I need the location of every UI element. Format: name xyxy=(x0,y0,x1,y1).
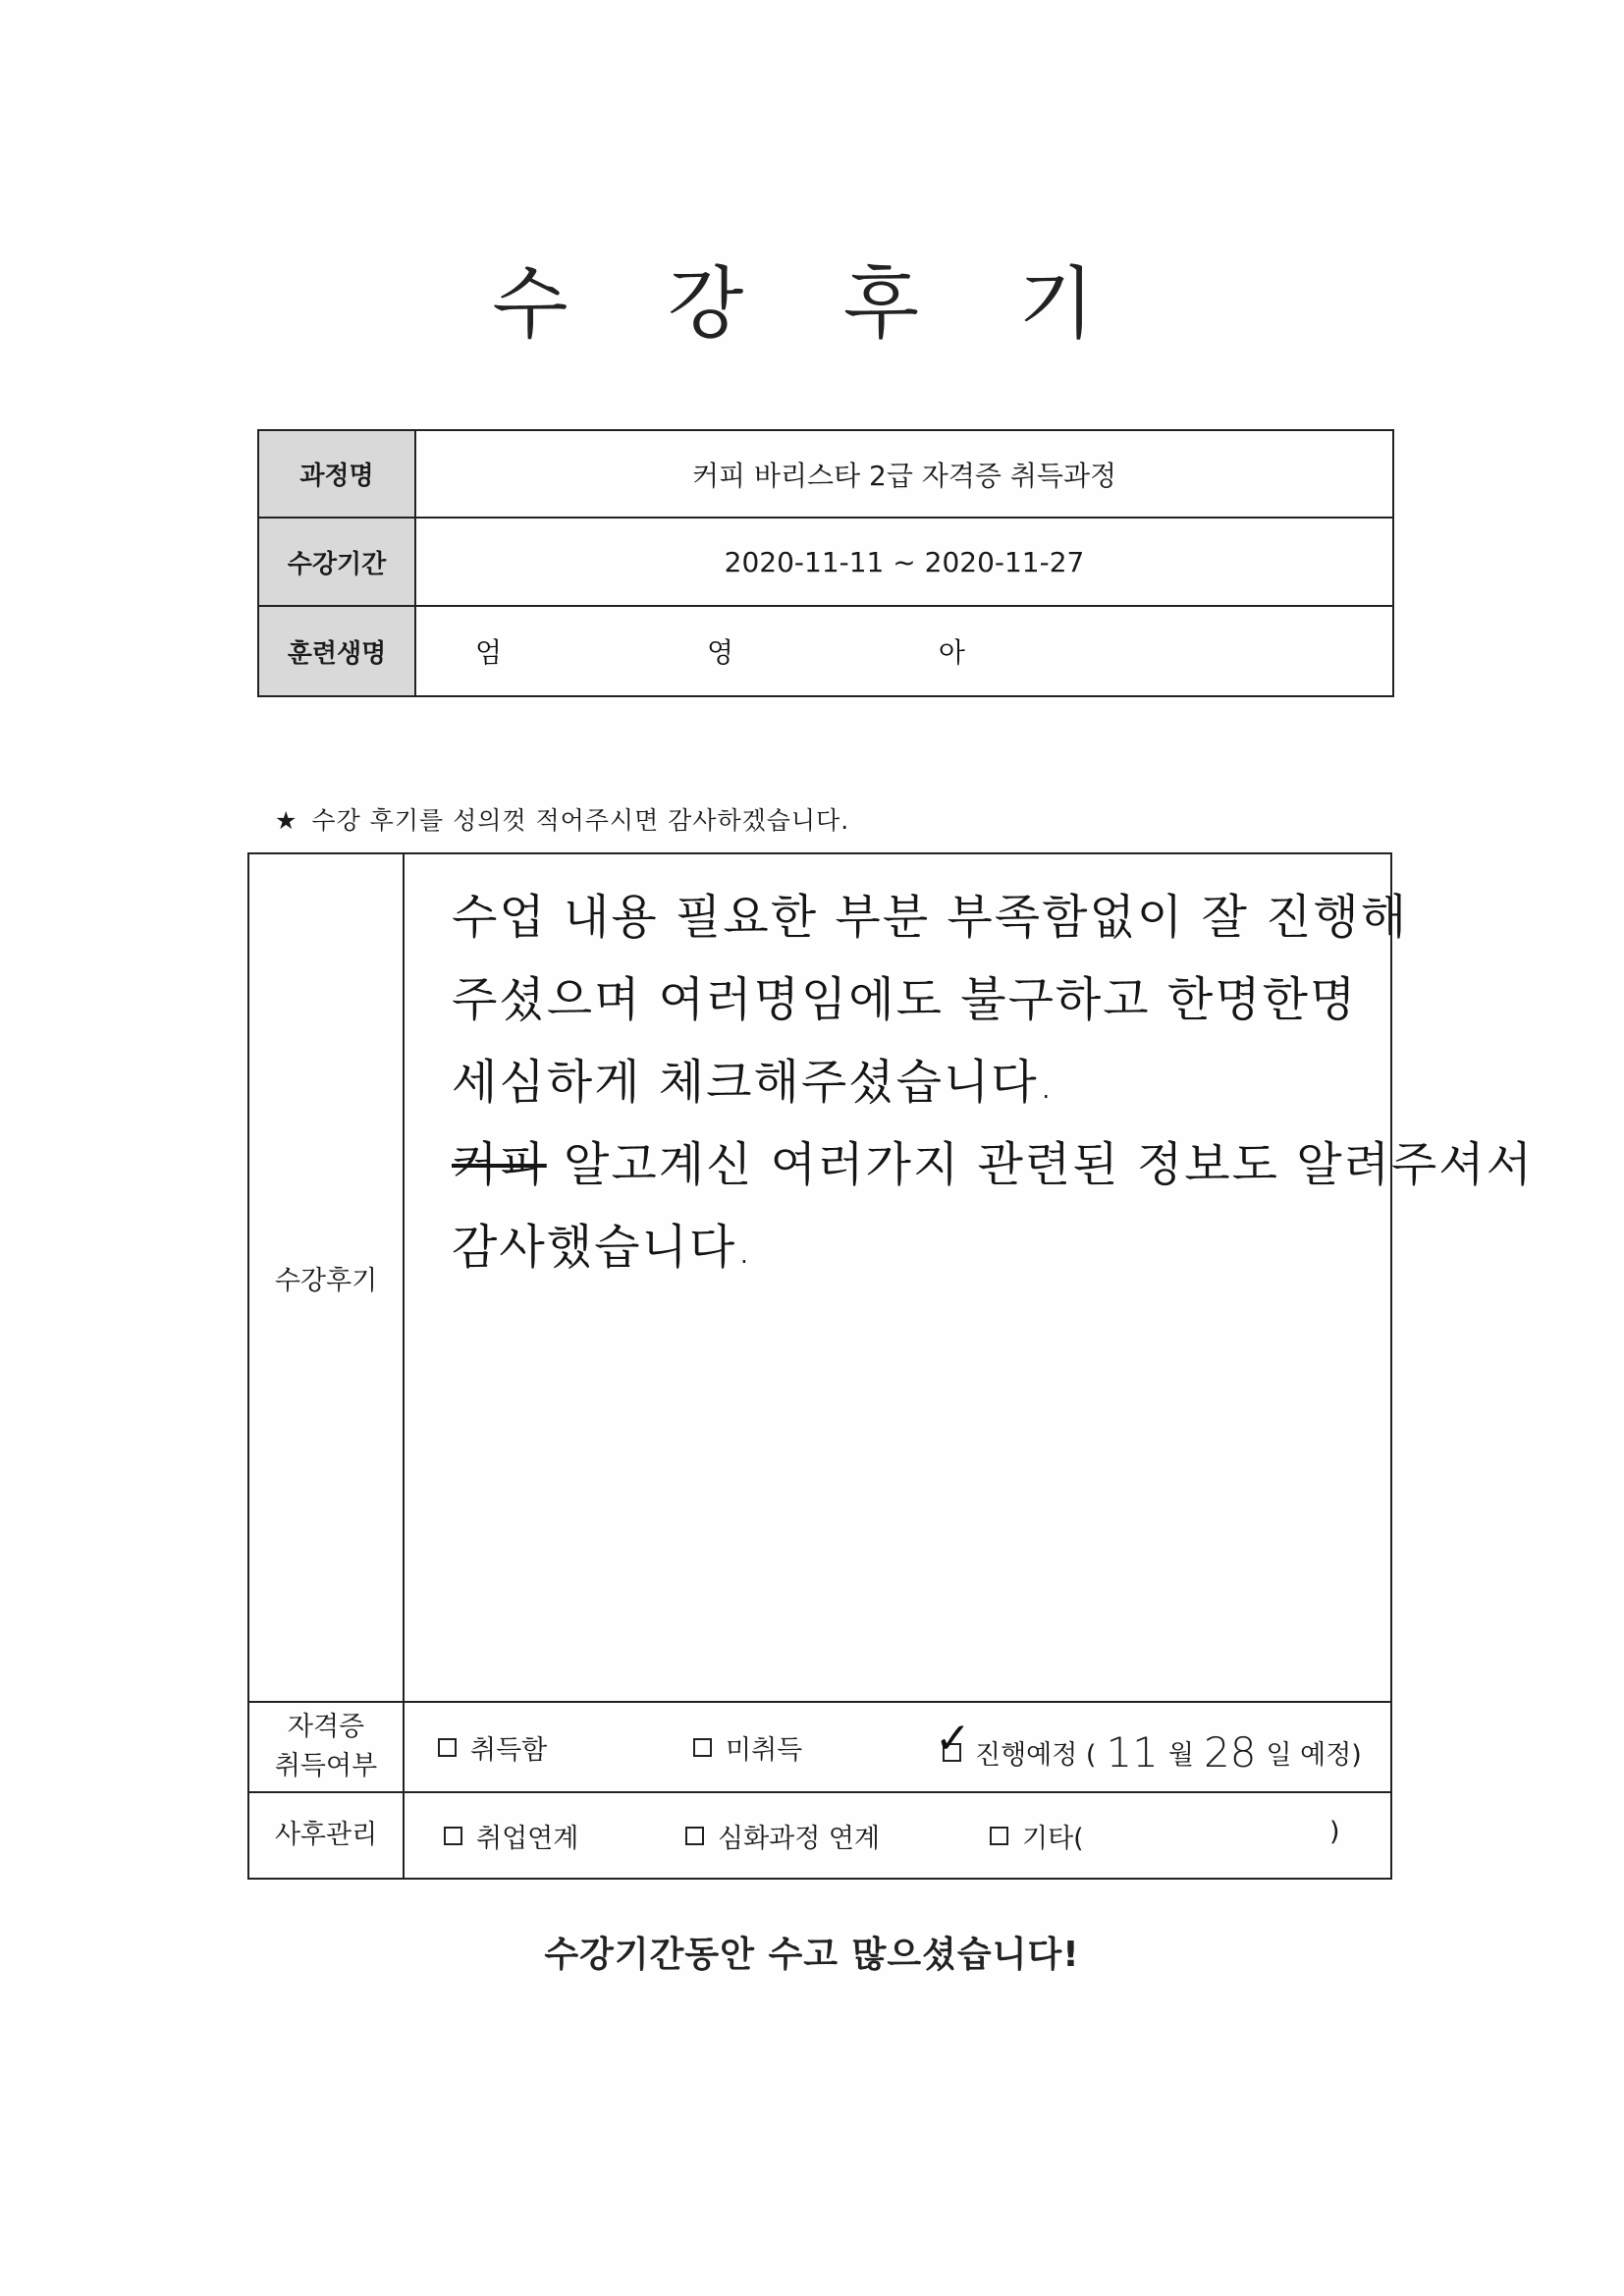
course-row xyxy=(259,431,1392,519)
instruction-note xyxy=(275,801,849,837)
cert-row xyxy=(249,1703,1390,1793)
review-line: 주셨으며 여러명임에도 불구하고 한명한명 xyxy=(452,972,1358,1027)
checkbox[interactable] xyxy=(693,1738,712,1757)
scheduled-month: 11 xyxy=(1106,1728,1159,1777)
page-title: 수 강 후 기 xyxy=(492,258,1132,350)
period-label: 수강기간 xyxy=(259,519,416,605)
trainee-name-handwritten: 엄 영 아 xyxy=(475,636,1063,669)
review-line: 수업 내용 필요한 부분 부족함없이 잘 진행해 xyxy=(452,890,1409,945)
checkbox[interactable] xyxy=(444,1827,462,1845)
review-line: 커피 알고계신 여러가지 관련된 정보도 알려주셔서 xyxy=(452,1137,1535,1192)
aftercare-option-other[interactable]: 기타( xyxy=(990,1817,1084,1855)
review-table xyxy=(247,852,1535,1880)
period-row xyxy=(259,519,1392,607)
review-body xyxy=(405,854,1535,1703)
aftercare-other-close: ) xyxy=(1329,1817,1340,1847)
aftercare-option-advanced[interactable]: 심화과정 연계 xyxy=(685,1817,880,1855)
review-handwritten-text xyxy=(452,876,1535,1288)
checkbox[interactable] xyxy=(990,1827,1008,1845)
checkbox[interactable] xyxy=(685,1827,704,1845)
review-line: 감사했습니다. xyxy=(452,1220,754,1275)
instruction-text: 수강 후기를 성의껏 적어주시면 감사하겠습니다. xyxy=(311,806,850,835)
aftercare-row xyxy=(249,1793,1390,1878)
aftercare-label: 사후관리 xyxy=(249,1793,405,1878)
checkmark-icon: ✓ xyxy=(935,1714,971,1764)
period-value: 2020-11-11 ~ 2020-11-27 xyxy=(724,545,1085,578)
cert-option-scheduled[interactable]: ✓ 진행예정 ( 11 월 28 일 예정) xyxy=(935,1714,1362,1777)
course-value: 커피 바리스타 2급 자격증 취득과정 xyxy=(691,459,1117,492)
review-line: 세심하게 체크해주셨습니다. xyxy=(452,1055,1056,1110)
struck-word: 커피 xyxy=(452,1137,547,1192)
closing-message: 수강기간동안 수고 많으셨습니다! xyxy=(544,1935,1080,1975)
trainee-row xyxy=(259,607,1392,695)
course-info-table xyxy=(257,429,1394,697)
star-icon: ★ xyxy=(275,806,298,835)
cert-option-acquired[interactable]: 취득함 xyxy=(438,1728,547,1767)
course-label: 과정명 xyxy=(259,431,416,517)
checkbox[interactable] xyxy=(438,1738,457,1757)
trainee-label: 훈련생명 xyxy=(259,607,416,695)
review-label: 수강후기 xyxy=(249,854,405,1703)
aftercare-option-employment[interactable]: 취업연계 xyxy=(444,1817,578,1855)
checkbox-checked[interactable] xyxy=(935,1714,971,1764)
cert-label: 자격증 취득여부 xyxy=(249,1703,405,1791)
cert-option-not-acquired[interactable]: 미취득 xyxy=(693,1728,802,1767)
scheduled-day: 28 xyxy=(1204,1728,1257,1777)
